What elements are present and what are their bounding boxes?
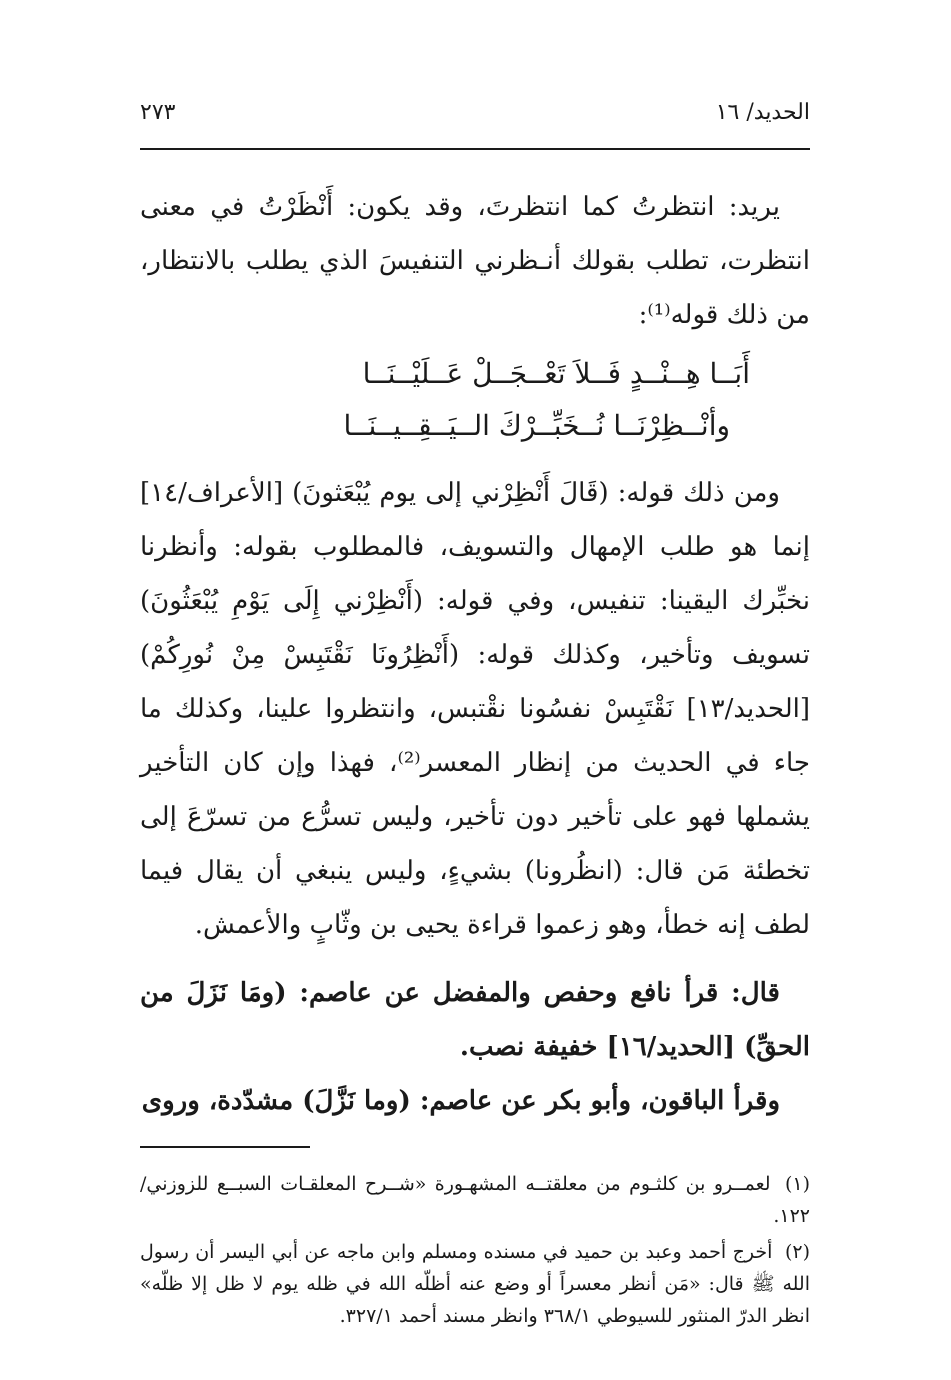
paragraph-4: وقرأ الباقون، وأبو بكر عن عاصم: (وما نَزَّلَ) مشدّدة، وروى [141, 1086, 780, 1116]
header-rule [140, 148, 810, 150]
footnote-2 [140, 1236, 810, 1332]
paragraph-3: قال: قرأ نافع وحفص والمفضل عن عاصم: (ومَا نَزَلَ من الحقِّ) [الحديد/١٦] خفيفة نصب. [140, 978, 810, 1062]
page-number: ٢٧٣ [140, 100, 176, 125]
footnotes [140, 1168, 810, 1332]
footnote-number: (٢) [784, 1241, 810, 1263]
main-text [140, 180, 810, 1128]
paragraph-1: يريد: انتظرتُ كما انتظرتَ، وقد يكون: أَنْظَرْتُ في معنى انتظرت، تطلب بقولك أنـظرني التنفيسَ الذي يطلب بالانتظار، من ذلك قوله⁽¹⁾: [140, 192, 810, 330]
bold-section [140, 966, 810, 1128]
book-page [140, 100, 810, 1336]
verse-line-2: وأنْــظِرْنَــا نُــخَبِّــرْكَ الــيَــقِــيــنَــا [343, 409, 730, 442]
footnote-1 [140, 1168, 810, 1232]
running-title: الحديد/ ١٦ [715, 100, 810, 125]
verse-line-1: أَبَــا هِــنْــدٍ فَــلاَ تَعْــجَــلْ عَــلَيْــنَــا [362, 357, 750, 390]
paragraph-2: ومن ذلك قوله: (قَالَ أَنْظِرْني إلى يوم يُبْعَثونَ) [الأعراف/١٤] إنما هو طلب الإمهال والتسويف، فالمطلوب بقوله: وأنظرنا نخبِّرك اليقينا: تنفيس، وفي قوله: (أَنْظِرْني إِلَى يَوْمِ يُبْعَثُونَ) تسويف وتأخير، وكذلك قوله: (أَنْظِرُونَا نَقْتَبِسْ مِنْ نُورِكُمْ) [الحديد/١٣] نَقْتَبِسْ نفسُونا نقْتبس، وانتظروا علينا، وكذلك ما جاء في الحديث من إنظار المعسر⁽²⁾، فهذا وإن كان التأخير يشملها فهو على تأخير دون تأخير، وليس تسرُّع من تسرّعَ إلى تخطئة مَن قال: (انظُرونا) بشيءٍ، وليس ينبغي أن يقال فيما لطف إنه خطأ، وهو زعموا قراءة يحيى بن وثّابٍ والأعمش. [140, 478, 810, 940]
poetry-verse [140, 348, 810, 452]
footnote-text: أخرج أحمد وعبد بن حميد في مسنده ومسلم وابن ماجه عن أبي اليسر أن رسول الله ﷺ قال: «مَن أنظر معسراً أو وضع عنه أظلّه الله في ظله يوم لا ظل إلا ظلّه» انظر الدرّ المنثور للسيوطي ٣٦٨/١ وانظر مسند أحمد ٣٢٧/١. [140, 1241, 810, 1327]
footnote-rule [140, 1146, 310, 1148]
footnote-number: (١) [784, 1173, 811, 1195]
page-header [140, 100, 810, 142]
footnote-text: لعمــرو بن كلثـوم من معلقتــه المشهـورة «شــرح المعلقـات السبــع للزوزني/١٢٢. [140, 1173, 810, 1227]
